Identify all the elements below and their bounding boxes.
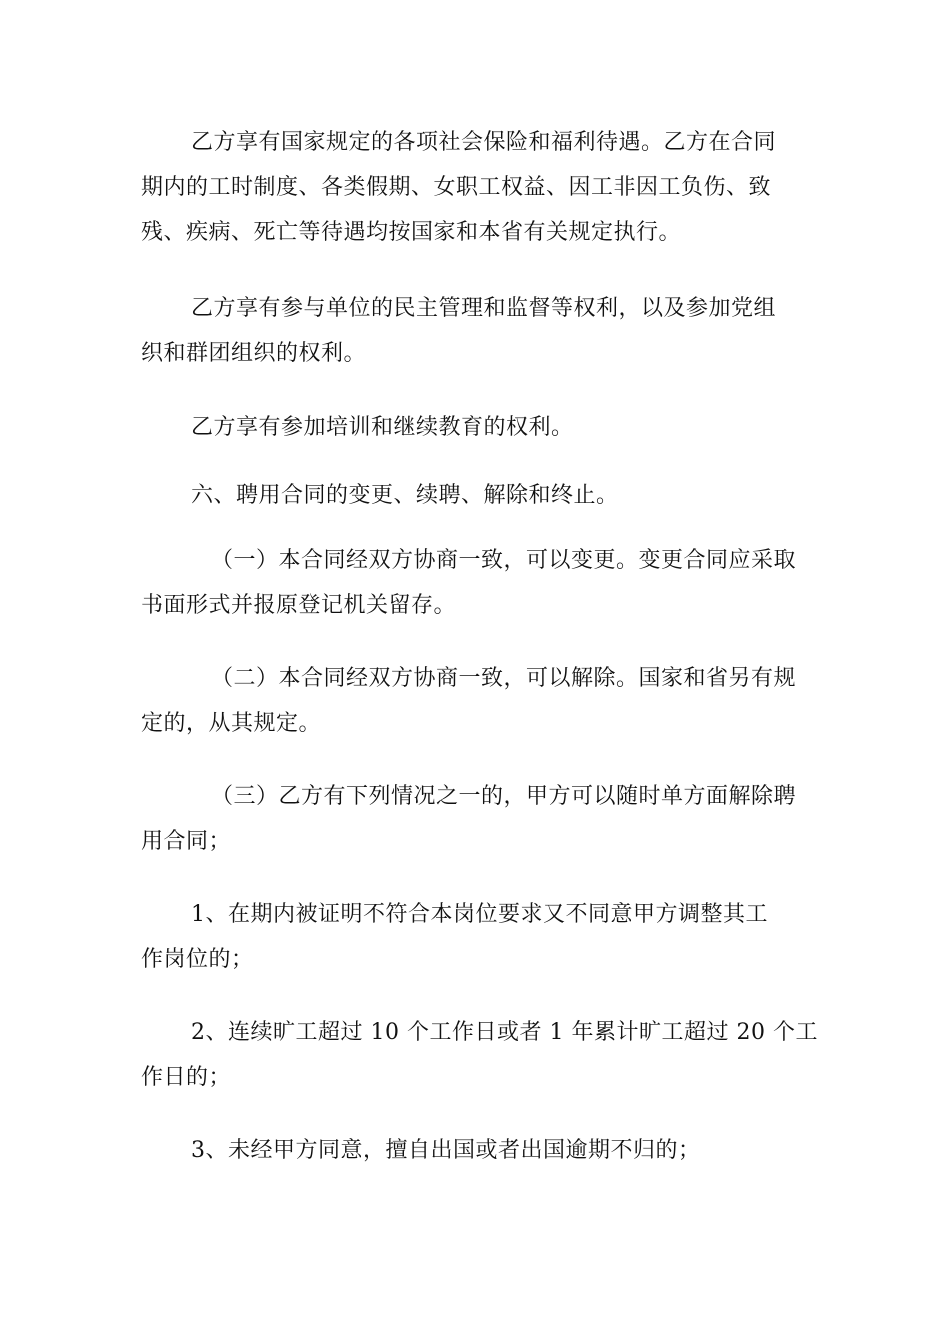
paragraph-democratic-rights [141,286,811,376]
paragraph-line: （三）乙方有下列情况之一的，甲方可以随时单方面解除聘 [211,784,797,809]
paragraph-line: 2、连续旷工超过 10 个工作日或者 1 年累计旷工超过 20 个工 [191,1020,818,1045]
paragraph-line: 期内的工时制度、各类假期、女职工权益、因工非因工负伤、致 [141,175,772,200]
paragraph-social-insurance [141,120,811,255]
clause-1-change [141,538,811,628]
paragraph-line: 残、疾病、死亡等待遇均按国家和本省有关规定执行。 [141,220,682,245]
paragraph-line: （一）本合同经双方协商一致，可以变更。变更合同应采取 [211,548,797,573]
paragraph-training-rights [141,405,811,450]
clause-3-unilateral [141,774,811,864]
paragraph-line: 3、未经甲方同意，擅自出国或者出国逾期不归的； [191,1138,701,1163]
item-2 [141,1010,818,1100]
clause-2-termination [141,656,811,746]
paragraph-line: 1、在期内被证明不符合本岗位要求又不同意甲方调整其工 [191,902,768,927]
paragraph-line: 用合同； [141,829,232,854]
paragraph-line: 乙方享有参与单位的民主管理和监督等权利，以及参加党组 [191,296,777,321]
section-heading-six [141,473,811,518]
paragraph-line: 乙方享有国家规定的各项社会保险和福利待遇。乙方在合同 [191,130,777,155]
paragraph-line: 书面形式并报原登记机关留存。 [141,593,457,618]
item-3 [141,1128,811,1173]
paragraph-line: 六、聘用合同的变更、续聘、解除和终止。 [191,483,619,508]
paragraph-line: 作岗位的； [141,947,254,972]
item-1 [141,892,811,982]
paragraph-line: 作日的； [141,1065,232,1090]
paragraph-line: 乙方享有参加培训和继续教育的权利。 [191,415,574,440]
paragraph-line: 定的，从其规定。 [141,711,322,736]
paragraph-line: （二）本合同经双方协商一致，可以解除。国家和省另有规 [211,666,797,691]
paragraph-line: 织和群团组织的权利。 [141,341,367,366]
